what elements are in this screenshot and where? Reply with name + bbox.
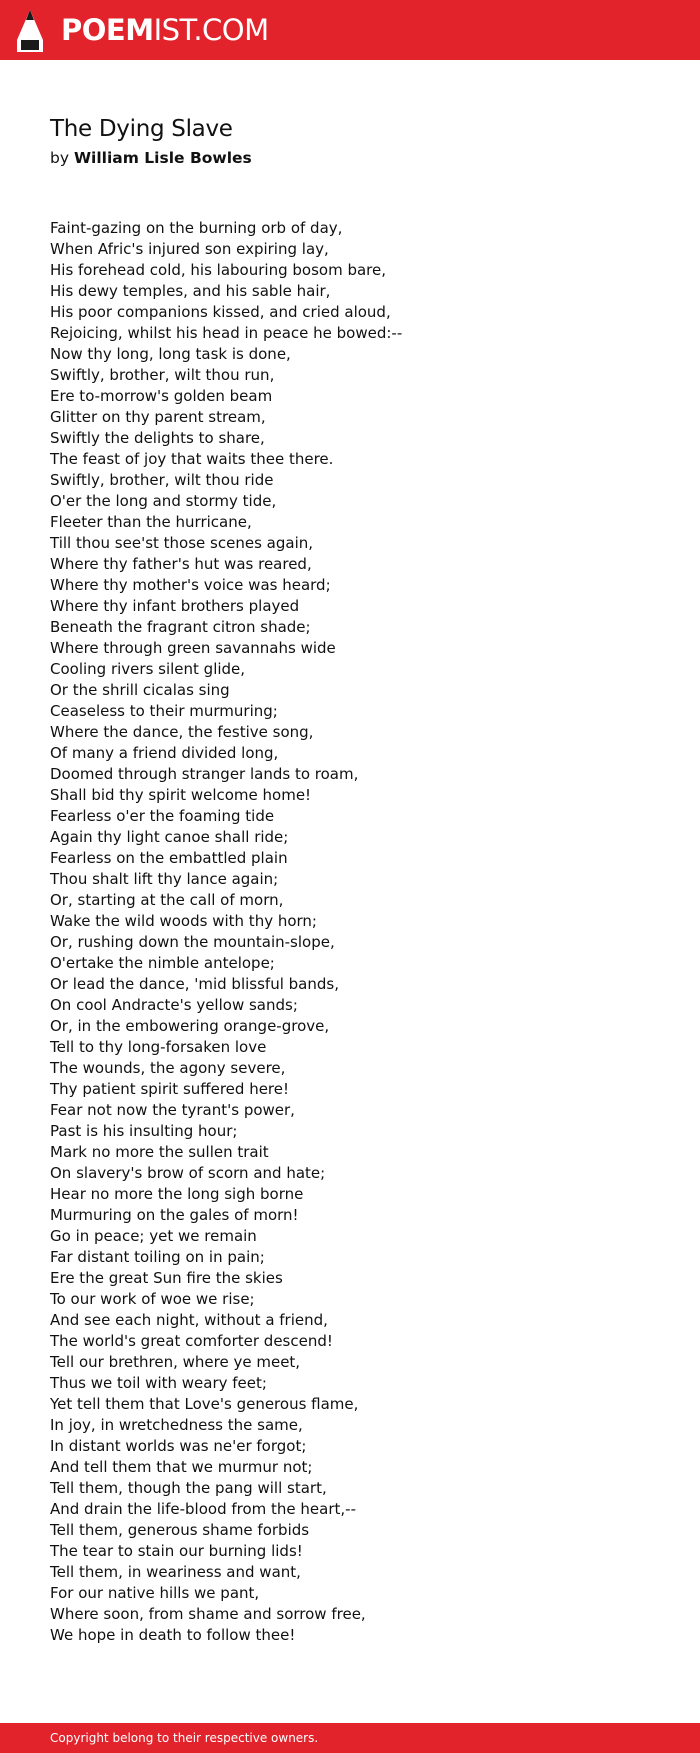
poem-line: Doomed through stranger lands to roam, [50,765,359,783]
poem-line: Thus we toil with weary feet; [50,1374,267,1392]
site-header [0,0,700,60]
poem-line: Hear no more the long sigh borne [50,1185,304,1203]
poem-line: Shall bid thy spirit welcome home! [50,786,312,804]
poem-line: The wounds, the agony severe, [50,1059,286,1077]
poem-byline [50,149,252,167]
poem-line: His poor companions kissed, and cried aloud, [50,303,391,321]
poem-line: Again thy light canoe shall ride; [50,828,289,846]
poem-line: Fleeter than the hurricane, [50,513,252,531]
poem-line: Where through green savannahs wide [50,639,336,657]
poem-line: Go in peace; yet we remain [50,1227,257,1245]
poem-line: When Afric's injured son expiring lay, [50,240,329,258]
poem-line: Thou shalt lift thy lance again; [50,870,279,888]
brand-bold: POEM [61,13,154,47]
poem-line: Fearless o'er the foaming tide [50,807,275,825]
poem-line: Or, rushing down the mountain-slope, [50,933,335,951]
poem-line: Glitter on thy parent stream, [50,408,266,426]
poem-line: His forehead cold, his labouring bosom bare, [50,261,386,279]
poem-line: O'er the long and stormy tide, [50,492,277,510]
poem-line: Swiftly, brother, wilt thou run, [50,366,275,384]
poem-line: Where thy infant brothers played [50,597,300,615]
site-logo[interactable] [61,10,269,50]
poem-line: Or lead the dance, 'mid blissful bands, [50,975,339,993]
poem-line: Ceaseless to their murmuring; [50,702,278,720]
poem-line: Thy patient spirit suffered here! [50,1080,290,1098]
poem-line: His dewy temples, and his sable hair, [50,282,331,300]
poem-line: In distant worlds was ne'er forgot; [50,1437,307,1455]
poem-line: Swiftly, brother, wilt thou ride [50,471,274,489]
poem-line: Ere the great Sun fire the skies [50,1269,283,1287]
poem-line: And tell them that we murmur not; [50,1458,313,1476]
author-name[interactable]: William Lisle Bowles [73,149,252,167]
poem-line: Where the dance, the festive song, [50,723,314,741]
poem-title: The Dying Slave [50,116,233,142]
poem-line: Now thy long, long task is done, [50,345,291,363]
poem-line: Past is his insulting hour; [50,1122,238,1140]
by-label: by [50,149,70,167]
poem-line: Till thou see'st those scenes again, [50,534,314,552]
poem-line: For our native hills we pant, [50,1584,260,1602]
poem-line: Tell them, though the pang will start, [50,1479,327,1497]
poem-line: Or, starting at the call of morn, [50,891,284,909]
poem-line: O'ertake the nimble antelope; [50,954,275,972]
poem-line: Murmuring on the gales of morn! [50,1206,299,1224]
poem-line: Yet tell them that Love's generous flame, [50,1395,359,1413]
poem-line: The feast of joy that waits thee there. [50,450,334,468]
poem-line: Or the shrill cicalas sing [50,681,230,699]
poem-line: Tell to thy long-forsaken love [50,1038,267,1056]
poem-line: Swiftly the delights to share, [50,429,265,447]
poem-line: Where thy mother's voice was heard; [50,576,331,594]
copyright-text: Copyright belong to their respective owners. [50,1731,319,1745]
poem-line: In joy, in wretchedness the same, [50,1416,303,1434]
poem-line: Tell them, generous shame forbids [50,1521,310,1539]
poem-line: Wake the wild woods with thy horn; [50,912,317,930]
poem-line: The world's great comforter descend! [50,1332,333,1350]
poem-line: Mark no more the sullen trait [50,1143,269,1161]
poem-line: Fearless on the embattled plain [50,849,288,867]
poem-line: Far distant toiling on in pain; [50,1248,265,1266]
poem-line: Tell them, in weariness and want, [50,1563,301,1581]
poem-line: Rejoicing, whilst his head in peace he bowed:-- [50,324,403,342]
pencil-icon[interactable] [17,10,43,52]
poem-line: Or, in the embowering orange-grove, [50,1017,330,1035]
poem-line: Beneath the fragrant citron shade; [50,618,311,636]
poem-line: Faint-gazing on the burning orb of day, [50,219,343,237]
poem-line: Of many a friend divided long, [50,744,279,762]
poem-line: Fear not now the tyrant's power, [50,1101,295,1119]
poem-line: On slavery's brow of scorn and hate; [50,1164,326,1182]
poem-line: Tell our brethren, where ye meet, [50,1353,301,1371]
poem-line: And drain the life-blood from the heart,-- [50,1500,356,1518]
poem-line: Where thy father's hut was reared, [50,555,312,573]
poem-line: Where soon, from shame and sorrow free, [50,1605,366,1623]
brand-light: IST.COM [153,13,269,47]
site-footer [0,1723,700,1753]
poem-body [50,218,670,1646]
poem-line: To our work of woe we rise; [50,1290,255,1308]
poem-line: The tear to stain our burning lids! [50,1542,303,1560]
poem-line: On cool Andracte's yellow sands; [50,996,298,1014]
poem-line: We hope in death to follow thee! [50,1626,296,1644]
poem-line: Ere to-morrow's golden beam [50,387,273,405]
poem-line: Cooling rivers silent glide, [50,660,246,678]
poem-line: And see each night, without a friend, [50,1311,328,1329]
